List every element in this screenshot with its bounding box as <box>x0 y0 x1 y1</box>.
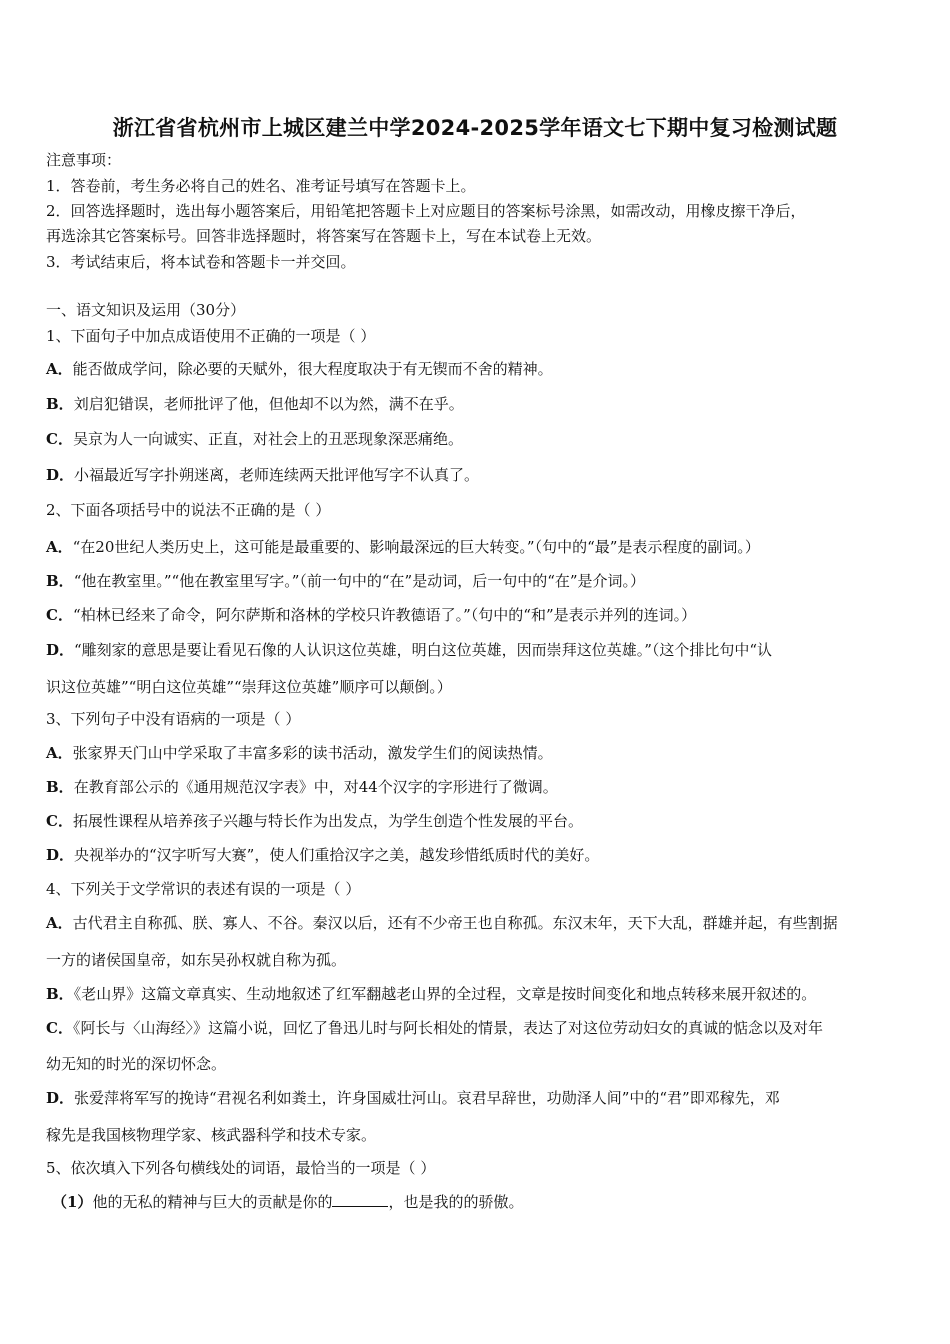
option-label: B． <box>46 985 74 1003</box>
q3-option-a <box>46 743 553 763</box>
option-text: 能否做成学问，除必要的天赋外，很大程度取决于有无锲而不舍的精神。 <box>72 360 553 378</box>
q4-option-c-continued: 幼无知的时光的深切怀念。 <box>46 1055 227 1073</box>
option-text: 张爱萍将军写的挽诗“君视名利如粪土，许身国威壮河山。哀君早辞世，功勋泽人间”中的“君”即邓稼先，邓 <box>74 1089 780 1107</box>
option-text: “他在教室里。”“他在教室里写字。”（前一句中的“在”是动词，后一句中的“在”是介词。） <box>73 572 646 590</box>
q2-option-c <box>46 605 696 625</box>
q2-option-d <box>46 640 772 660</box>
option-label: D． <box>46 846 75 864</box>
q1-option-b <box>46 394 464 414</box>
option-text: “柏林已经来了命令，阿尔萨斯和洛林的学校只许教德语了。”（句中的“和”是表示并列的连词。） <box>72 606 697 624</box>
option-label: B． <box>46 572 74 590</box>
notice-item: 1．答卷前，考生务必将自己的姓名、准考证号填写在答题卡上。 <box>46 177 476 195</box>
notice-item: 再选涂其它答案标号。回答非选择题时，将答案写在答题卡上，写在本试卷上无效。 <box>46 227 602 245</box>
sentence-number: （1） <box>52 1193 93 1211</box>
question-1-stem: 1、下面句子中加点成语使用不正确的一项是（ ） <box>46 327 376 345</box>
option-text: 刘启犯错误，老师批评了他，但他却不以为然，满不在乎。 <box>73 395 464 413</box>
option-text: 《老山界》这篇文章真实、生动地叙述了红军翻越老山界的全过程，文章是按时间变化和地点转移来展开叙述的。 <box>73 985 817 1003</box>
sentence-text: ，也是我的的骄傲。 <box>388 1193 524 1211</box>
q4-option-d <box>46 1088 780 1108</box>
option-label: C． <box>46 606 73 624</box>
q2-option-b <box>46 571 645 591</box>
option-text: 在教育部公示的《通用规范汉字表》中，对44个汉字的字形进行了微调。 <box>73 778 558 796</box>
q1-option-c <box>46 429 463 449</box>
question-5-stem: 5、依次填入下列各句横线处的词语，最恰当的一项是（ ） <box>46 1159 436 1177</box>
q3-option-d <box>46 845 599 865</box>
option-label: A． <box>46 744 73 762</box>
option-label: C． <box>46 430 73 448</box>
option-text: 小福最近写字扑朔迷离，老师连续两天批评他写字不认真了。 <box>74 466 480 484</box>
q1-option-d <box>46 465 479 485</box>
question-2-stem: 2、下面各项括号中的说法不正确的是（ ） <box>46 501 331 519</box>
notice-heading: 注意事项： <box>46 151 122 169</box>
page-title: 浙江省省杭州市上城区建兰中学2024-2025学年语文七下期中复习检测试题 <box>112 116 838 140</box>
q4-option-b <box>46 984 816 1004</box>
notice-item: 2．回答选择题时，选出每小题答案后，用铅笔把答题卡上对应题目的答案标号涂黑，如需改动，用橡皮擦干净后， <box>46 202 806 220</box>
q2-option-a <box>46 537 760 557</box>
option-label: C． <box>46 1019 73 1037</box>
q4-option-a-continued: 一方的诸侯国皇帝，如东吴孙权就自称为孤。 <box>46 951 347 969</box>
question-4-stem: 4、下列关于文学常识的表述有误的一项是（ ） <box>46 880 361 898</box>
q4-option-c <box>46 1018 823 1038</box>
option-label: D． <box>46 1089 75 1107</box>
option-label: A． <box>46 360 73 378</box>
q4-option-d-continued: 稼先是我国核物理学家、核武器科学和技术专家。 <box>46 1126 377 1144</box>
q3-option-b <box>46 777 558 797</box>
option-label: A． <box>46 914 73 932</box>
section-heading: 一、语文知识及运用（30分） <box>46 301 246 319</box>
q3-option-c <box>46 811 583 831</box>
option-text: “在20世纪人类历史上，这可能是最重要的、影响最深远的巨大转变。”（句中的“最”是表示程度的副词。） <box>72 538 760 556</box>
option-label: C． <box>46 812 73 830</box>
q5-sentence-1 <box>52 1192 523 1212</box>
option-label: D． <box>46 466 75 484</box>
option-text: 拓展性课程从培养孩子兴趣与特长作为出发点，为学生创造个性发展的平台。 <box>72 812 583 830</box>
option-label: D． <box>46 641 75 659</box>
option-text: 张家界天门山中学采取了丰富多彩的读书活动，激发学生们的阅读热情。 <box>72 744 553 762</box>
q2-option-d-continued: 识这位英雄”“明白这位英雄”“崇拜这位英雄”顺序可以颠倒。） <box>46 678 452 696</box>
option-text: 《阿长与〈山海经〉》这篇小说，回忆了鲁迅儿时与阿长相处的情景，表达了对这位劳动妇女的真诚的惦念以及对年 <box>72 1019 823 1037</box>
sentence-text: 他的无私的精神与巨大的贡献是你的 <box>92 1193 333 1211</box>
option-label: B． <box>46 778 74 796</box>
option-label: B． <box>46 395 74 413</box>
q1-option-a <box>46 359 553 379</box>
option-label: A． <box>46 538 73 556</box>
notice-item: 3．考试结束后，将本试卷和答题卡一并交回。 <box>46 253 356 271</box>
q4-option-a <box>46 913 838 933</box>
fill-blank[interactable] <box>332 1192 388 1207</box>
option-text: 古代君主自称孤、朕、寡人、不谷。秦汉以后，还有不少帝王也自称孤。东汉末年，天下大乱，群雄并起，有些割据 <box>72 914 838 932</box>
option-text: 央视举办的“汉字听写大赛”，使人们重拾汉字之美，越发珍惜纸质时代的美好。 <box>74 846 600 864</box>
option-text: “雕刻家的意思是要让看见石像的人认识这位英雄，明白这位英雄，因而崇拜这位英雄。”（这个排比句中“认 <box>74 641 773 659</box>
question-3-stem: 3、下列句子中没有语病的一项是（ ） <box>46 710 301 728</box>
option-text: 吴京为人一向诚实、正直，对社会上的丑恶现象深恶痛绝。 <box>72 430 463 448</box>
